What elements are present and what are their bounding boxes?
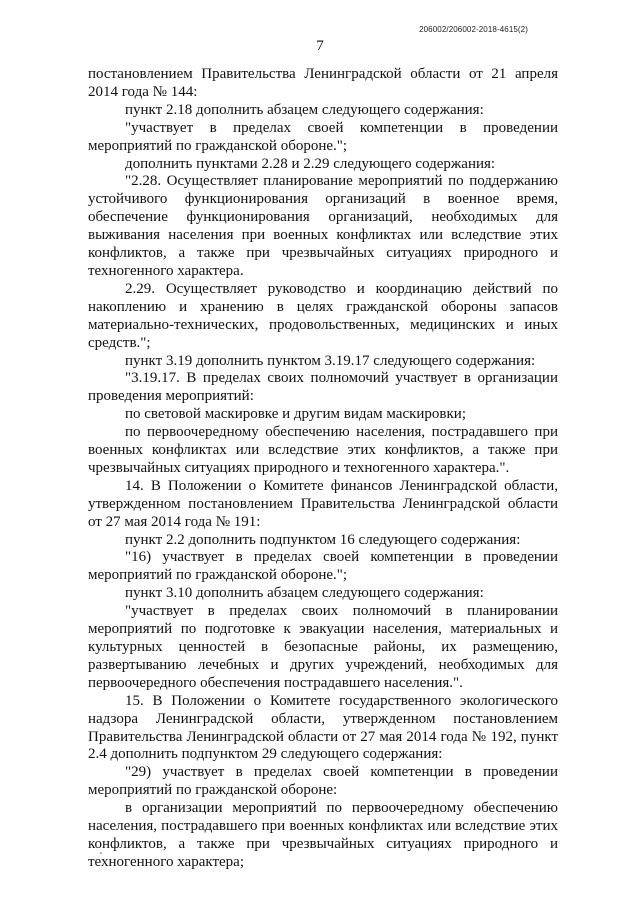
document-body xyxy=(88,66,558,872)
document-id: 206002/206002-2018-4615(2) xyxy=(419,25,528,34)
paragraph: постановлением Правительства Ленинградской области от 21 апреля 2014 года № 144: xyxy=(88,66,558,100)
paragraph: 15. В Положении о Комитете государственного экологического надзора Ленинградской области, утвержденном постановлением Правительства Ленинградской области от 27 мая 2014 года № 192, пункт 2.4 дополнить подпунктом 29 следующего содержания: xyxy=(88,692,558,763)
paragraph: в организации мероприятий по первоочередному обеспечению населения, пострадавшего при военных конфликтах или вследствие этих конфликтов, а также при чрезвычайных ситуациях природного и техногенного характера; xyxy=(88,800,558,870)
paragraph: 14. В Положении о Комитете финансов Ленинградской области, утвержденном постановлением Правительства Ленинградской области от 27 мая 2014 года № 191: xyxy=(88,477,558,530)
paragraph: "29) участвует в пределах своей компетенции в проведении мероприятий по гражданской обороне: xyxy=(88,764,558,799)
paragraph: "2.28. Осуществляет планирование мероприятий по поддержанию устойчивого функционирования организаций в военное время, обеспечение функционирования организаций, необходимых для выживания населения при военных конфликтах или вследствие этих конфликтов, а также при чрезвычайных ситуациях природного и техногенного характера. xyxy=(88,173,558,279)
page-number: 7 xyxy=(316,38,324,54)
paragraph: пункт 3.19 дополнить пунктом 3.19.17 следующего содержания: xyxy=(125,352,536,369)
paragraph: пункт 2.2 дополнить подпунктом 16 следующего содержания: xyxy=(125,531,521,548)
paragraph: пункт 3.10 дополнить абзацем следующего содержания: xyxy=(125,585,484,602)
paragraph: "3.19.17. В пределах своих полномочий участвует в организации проведения мероприятий: xyxy=(88,370,558,405)
paragraph: дополнить пунктами 2.28 и 2.29 следующего содержания: xyxy=(125,155,496,172)
paragraph: по первоочередному обеспечению населения, пострадавшего при военных конфликтах или вследствие этих конфликтов, а также при чрезвычайных ситуациях природного и техногенного характера.". xyxy=(88,424,558,476)
paragraph: "участвует в пределах своих полномочий в планировании мероприятий по подготовке к эвакуации населения, материальных и культурных ценностей в безопасные районы, их размещению, развертыванию лечебных и других учреждений, необходимых для первоочередного обеспечения пострадавшего населения.". xyxy=(88,603,558,691)
paragraph: "участвует в пределах своей компетенции в проведении мероприятий по гражданской обороне."; xyxy=(88,119,558,154)
scan-speck xyxy=(100,852,102,854)
paragraph: 2.29. Осуществляет руководство и координацию действий по накоплению и хранению в целях гражданской обороны запасов материально-технических, продовольственных, медицинских и иных средств."; xyxy=(88,280,558,351)
paragraph: пункт 2.18 дополнить абзацем следующего содержания: xyxy=(125,101,484,118)
paragraph: по световой маскировке и другим видам маскировки; xyxy=(125,406,466,423)
paragraph: "16) участвует в пределах своей компетенции в проведении мероприятий по гражданской обороне."; xyxy=(88,549,558,584)
